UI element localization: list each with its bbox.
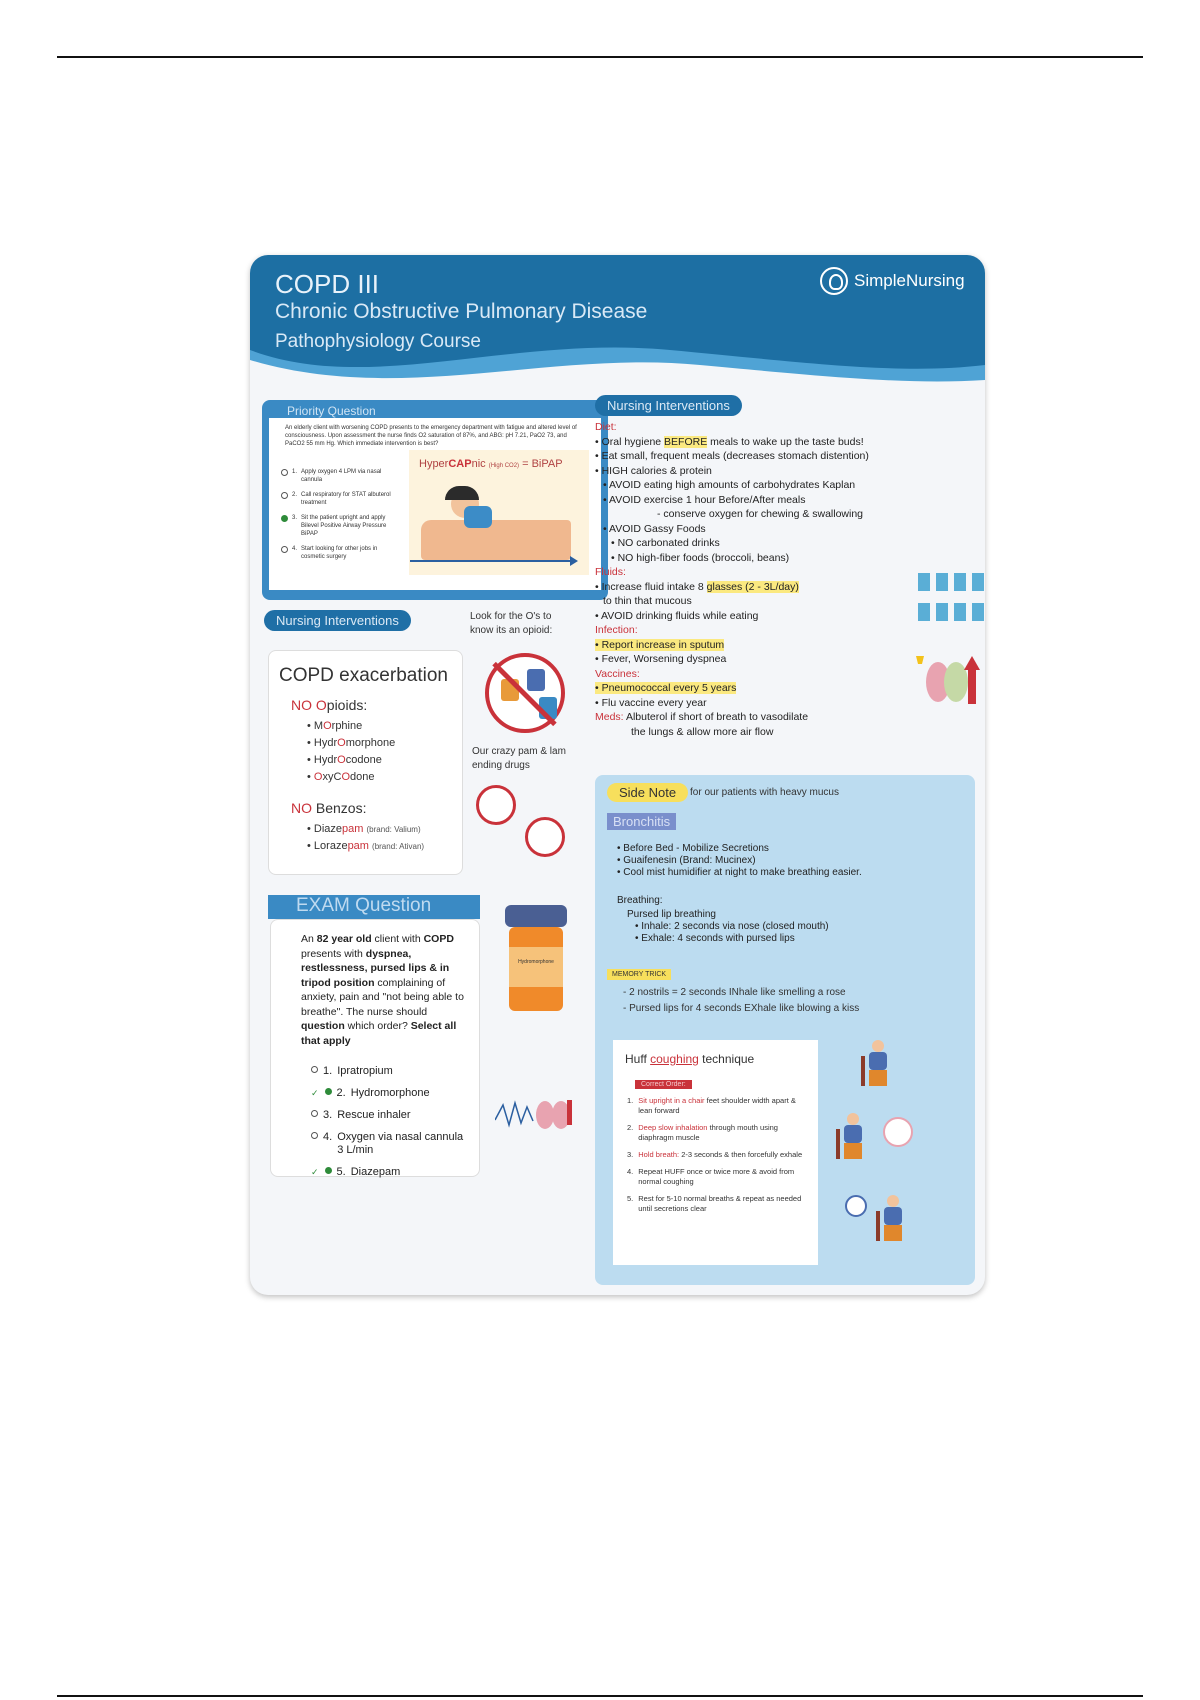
radio-icon [281,469,288,476]
pill-bottle-icon [527,669,545,691]
lungs-infection-icon [912,650,984,706]
no-benzos-heading: NO Benzos: [291,800,367,816]
bipap-mask-icon [464,506,492,528]
exam-question-label: EXAM Question [268,895,480,919]
hypercapnic-illustration [409,450,589,575]
diet-item: • Oral hygiene BEFORE meals to wake up the taste buds! [595,435,864,448]
pill-bottle-icon [539,697,557,719]
radio-icon [311,1066,318,1073]
diet-item: - conserve oxygen for chewing & swallowing [657,508,864,520]
radio-icon [311,1110,318,1117]
no-opioids-sign-icon [485,653,565,733]
header-subtitle: Chronic Obstructive Pulmonary Disease [275,300,648,323]
water-glass-icon [936,603,948,621]
copd-exacerbation-title: COPD exacerbation [279,665,448,686]
opioid-item: • HydrOmorphone [307,735,452,752]
fluid-item: • Increase fluid intake 8 glasses (2 - 3L/day) [595,580,799,593]
checked-radio-icon [325,1088,332,1095]
water-glass-icon [954,573,966,591]
person-sitting-icon [880,1195,906,1241]
water-glass-icon [972,573,984,591]
opioid-item: • HydrOcodone [307,752,452,769]
checked-radio-icon [325,1167,332,1174]
side-note-tag: Side Note [607,783,688,802]
diet-item: • AVOID exercise 1 hour Before/After meals [603,493,806,506]
exam-option-correct[interactable]: ✓ 2. Hydromorphone [311,1087,430,1099]
diet-item: • AVOID Gassy Foods [603,522,706,535]
diet-item: • Eat small, frequent meals (decreases stomach distention) [595,450,869,462]
priority-question-label: Priority Question [287,404,376,418]
vaccine-item: • Flu vaccine every year [595,696,707,709]
nursing-interventions-list [595,420,955,750]
simplenursing-logo-icon [820,267,848,295]
infection-heading: Infection: [595,624,638,636]
checked-radio-icon [281,515,288,522]
diet-item: • NO carbonated drinks [611,537,720,549]
priority-option-correct[interactable]: 3. Sit the patient upright and apply Bilevel Positive Airway Pressure BiPAP [281,514,401,538]
lungs-wave-icon [495,1095,575,1135]
opioid-item: • MOrphine [307,718,452,735]
bottom-rule [57,1695,1143,1697]
meds-item: Meds: Albuterol if short of breath to vasodilate [595,711,809,723]
nursing-interventions-right-label: Nursing Interventions [595,395,742,416]
brand-name: SimpleNursing [854,271,965,290]
opioid-list [307,718,452,786]
water-glass-icon [972,603,984,621]
benzo-list [307,821,452,855]
memory-trick-tag: MEMORY TRICK [607,969,671,980]
priority-question-body [269,418,601,590]
priority-options [281,468,401,568]
huff-coughing-box [613,1040,818,1265]
fluids-heading: Fluids: [595,566,626,578]
no-benzos-sign-icon [525,817,565,857]
side-note-panel [595,775,975,1285]
huff-steps [627,1096,812,1221]
radio-icon [311,1132,318,1139]
benzo-item: • Lorazepam (brand: Ativan) [307,838,452,855]
exam-option-correct[interactable]: ✓ 5. Diazepam [311,1166,401,1178]
bronchitis-label: Bronchitis [607,813,676,830]
nursing-interventions-left-label: Nursing Interventions [264,610,411,631]
exam-option[interactable]: 3. Rescue inhaler [311,1109,471,1122]
fluid-item: • AVOID drinking fluids while eating [595,609,759,622]
radio-icon [281,492,288,499]
priority-option[interactable]: 4. Start looking for other jobs in cosmetic surgery [281,545,401,561]
exhale-item: • Exhale: 4 seconds with pursed lips [635,933,795,944]
pursed-lip-heading: Pursed lip breathing [627,909,716,920]
exam-question-box [270,919,480,1177]
lungs-bubble-icon [883,1117,913,1147]
priority-option[interactable]: 1. Apply oxygen 4 LPM via nasal cannula [281,468,401,484]
water-glass-icon [954,603,966,621]
huff-step: 3. Hold breath: 2-3 seconds & then forcefully exhale [627,1150,803,1159]
priority-question-card [262,400,608,600]
checkmark-icon: ✓ [311,1167,319,1177]
header-banner [250,255,985,405]
no-benzos-sign-icon [476,785,516,825]
patient-bed-icon [421,520,571,560]
no-opioids-heading: NO Opioids: [291,697,368,713]
checkmark-icon: ✓ [311,1088,319,1098]
water-glass-icon [936,573,948,591]
header-title: COPD III [275,269,380,299]
pam-lam-hint: Our crazy pam & lam ending drugs [472,746,566,771]
top-rule [57,56,1143,58]
priority-option[interactable]: 2. Call respiratory for STAT albuterol treatment [281,491,401,507]
exam-option[interactable]: 1. Ipratropium [311,1065,471,1078]
breathing-section [617,895,829,945]
memory-trick-list [623,985,859,1017]
hypercapnic-label: HyperCAPnic (High CO2) = BiPAP [419,458,563,470]
person-sitting-icon [865,1040,891,1086]
water-glass-icon [918,573,930,591]
diet-item: • HIGH calories & protein [595,464,712,477]
copd-exacerbation-box [268,650,463,875]
patient-hair-icon [445,486,479,500]
bronchitis-item: • Before Bed - Mobilize Secretions [617,843,769,854]
opioid-item: • OxyCOdone [307,769,452,786]
thought-bubble-icon [845,1195,867,1217]
exam-option[interactable]: 4. Oxygen via nasal cannula 3 L/min [311,1131,471,1157]
water-glass-icon [918,603,930,621]
infection-item: • Fever, Worsening dyspnea [595,653,727,665]
exam-question-text: An 82 year old client with COPD presents with dyspnea, restlessness, pursed lips & in tripod position complaining of anxiety, pain and "not being able to breathe". The nurse should question which order? Select all that apply [301,933,464,1047]
diet-item: • NO high-fiber foods (broccoli, beans) [611,551,790,564]
priority-question-text: An elderly client with worsening COPD presents to the emergency department with fatigue and altered level of consciousness. Upon assessment the nurse finds O2 saturation of 87%, and ABG: pH 7.21, PaO2 73, and PaCO2 55 mm Hg. Which immediate intervention is best? [285,425,577,447]
infographic-sheet [250,255,985,1295]
memory-item: - 2 nostrils = 2 seconds INhale like smelling a rose [623,987,846,998]
huff-step: 2. Deep slow inhalation through mouth using diaphragm muscle [627,1123,778,1142]
inhale-item: • Inhale: 2 seconds via nose (closed mouth) [635,921,829,932]
brand [820,267,965,295]
vaccines-heading: Vaccines: [595,667,640,680]
arrow-icon [410,560,574,562]
header-course: Pathophysiology Course [275,331,481,352]
pill-bottle-icon [501,679,519,701]
radio-icon [281,546,288,553]
person-sitting-icon [840,1113,866,1159]
huff-step: 5. Rest for 5-10 normal breaths & repeat as needed until secretions clear [627,1194,802,1213]
memory-item: - Pursed lips for 4 seconds EXhale like blowing a kiss [623,1003,860,1014]
huff-step: 1. Sit upright in a chair feet shoulder width apart & lean forward [627,1096,796,1115]
correct-order-tag: Correct Order: [635,1080,692,1089]
vaccine-item: • Pneumococcal every 5 years [595,682,737,694]
opioid-hint: Look for the O's to know its an opioid: [470,611,553,636]
bronchitis-item: • Cool mist humidifier at night to make breathing easier. [617,867,862,878]
infection-item: • Report increase in sputum [595,638,725,651]
fluid-item: to thin that mucous [603,595,692,607]
breathing-heading: Breathing: [617,895,663,906]
bronchitis-list [617,843,862,879]
bronchitis-item: • Guaifenesin (Brand: Mucinex) [617,855,756,866]
hydromorphone-bottle-icon: Hydromorphone [505,905,567,1015]
meds-item: the lungs & allow more air flow [631,725,774,738]
side-note-tagline: for our patients with heavy mucus [690,787,839,798]
diet-heading: Diet: [595,421,617,433]
diet-item: • AVOID eating high amounts of carbohydrates Kaplan [603,479,856,491]
huff-step: 4. Repeat HUFF once or twice more & avoid from normal coughing [627,1167,795,1186]
huff-title: Huff coughing technique [625,1052,755,1066]
exam-options [311,1065,471,1188]
benzo-item: • Diazepam (brand: Valium) [307,821,452,838]
